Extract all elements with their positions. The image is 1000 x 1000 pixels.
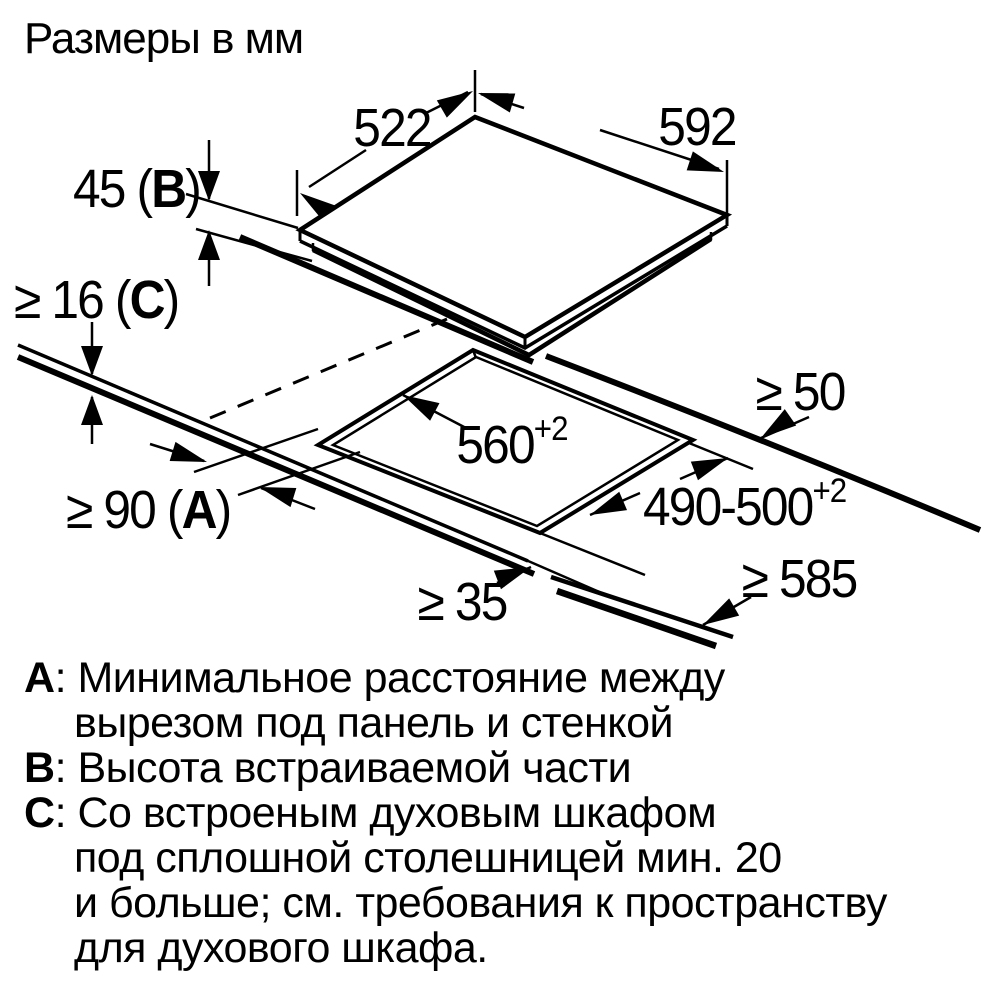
ext-height-top — [186, 194, 298, 228]
ext-cutout-depth-bottom — [540, 533, 645, 575]
worktop-front-bottom-edge-right — [557, 591, 716, 646]
arrowhead-thickness-up — [81, 395, 103, 425]
dim-wall-clearance-label: ≥ 90 (A) — [66, 480, 231, 540]
dim-cutout-depth-label: $490-500^{+2}$ — [643, 472, 847, 537]
arrowhead-height-down — [198, 171, 220, 201]
legend-item-a-line1: A: Минимальное расстояние между — [24, 654, 725, 702]
dim-rear-clearance-label: ≥ 50 — [755, 362, 845, 422]
arrowhead-wall-clearance-1 — [170, 442, 210, 472]
arrowhead-cutout-depth-1 — [691, 449, 732, 481]
legend-item-c-line2: под сплошной столешницей мин. 20 — [74, 834, 782, 882]
legend-item-c-line3: и больше; см. требования к пространству — [74, 879, 887, 927]
dim-cutout-width-label: $560^{+2}$ — [456, 410, 568, 475]
legend — [24, 656, 887, 971]
dim-hob-depth-label: 592 — [658, 97, 736, 157]
arrowhead-cutout-depth-2 — [586, 492, 627, 524]
legend-item-a-line2: вырезом под панель и стенкой — [74, 699, 674, 747]
legend-item-c-line1: C: Со встроеным духовым шкафом — [24, 789, 717, 837]
dim-build-in-height-label: 45 (B) — [72, 159, 200, 219]
legend-item-c-line4: для духового шкафа. — [74, 924, 488, 972]
worktop-hidden-edge-dashed — [210, 319, 447, 418]
worktop-front-top-edge-right — [551, 577, 733, 637]
legend-item-b-line1: B: Высота встраиваемой части — [24, 744, 632, 792]
page-title: Размеры в мм — [24, 14, 304, 63]
dim-hob-width-label: 522 — [353, 98, 431, 158]
dim-worktop-thickness-label: ≥ 16 (C) — [14, 270, 179, 330]
dim-front-clearance-label: ≥ 35 — [417, 572, 507, 632]
dim-worktop-depth-label: ≥ 585 — [741, 549, 857, 609]
